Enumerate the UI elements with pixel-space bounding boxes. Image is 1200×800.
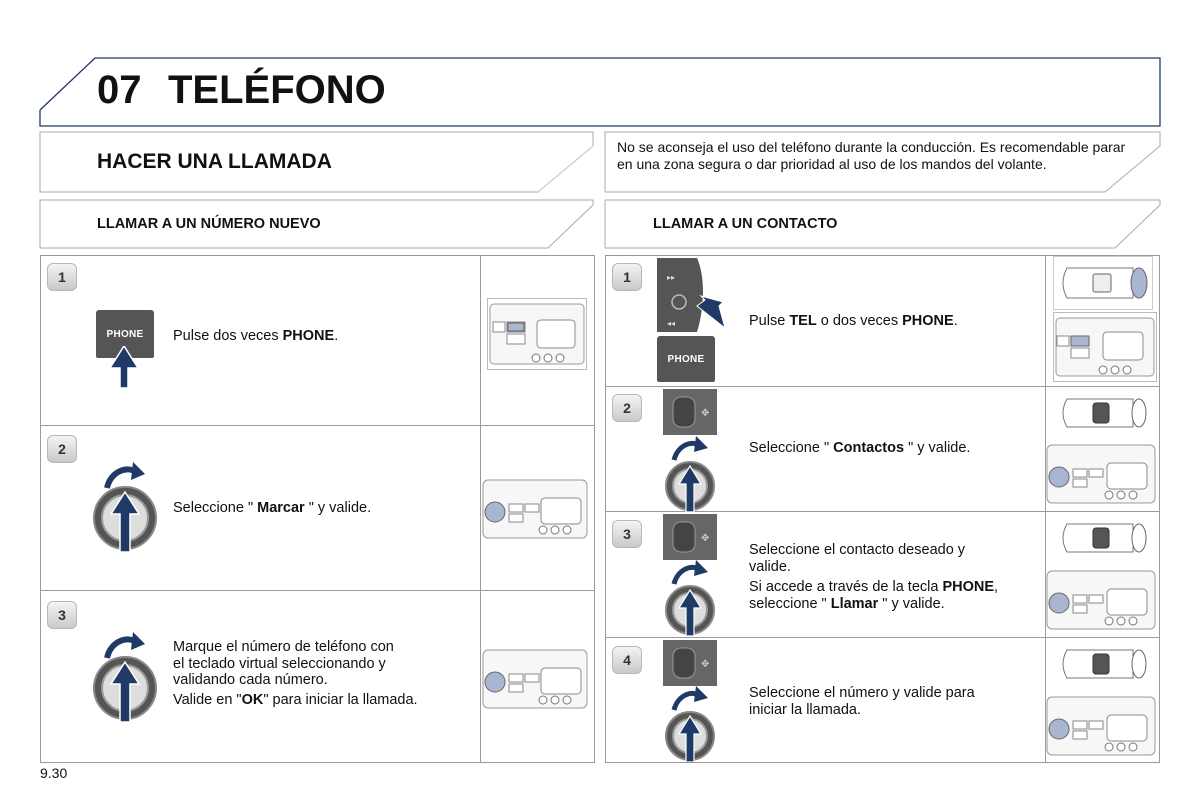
rotary-knob-icon bbox=[664, 684, 718, 762]
radio-panel-thumbnail bbox=[481, 648, 589, 712]
svg-text:✥: ✥ bbox=[701, 659, 710, 670]
step-badge: 2 bbox=[612, 394, 642, 422]
step-text: Marque el número de teléfono con el teclado virtual seleccionando y validando cada número. Valide en "OK" para iniciar la llamada. bbox=[173, 639, 418, 708]
rotary-knob-icon bbox=[93, 458, 159, 554]
phone-key-icon: PHONE bbox=[96, 310, 154, 358]
radio-panel-thumbnail bbox=[1053, 312, 1157, 382]
press-arrow-icon bbox=[110, 346, 138, 388]
svg-text:✥: ✥ bbox=[701, 408, 710, 419]
radio-panel-thumbnail bbox=[1045, 569, 1157, 633]
left-heading: LLAMAR A UN NÚMERO NUEVO bbox=[97, 216, 321, 232]
step-text: Seleccione el número y valide para iniciar la llamada. bbox=[749, 685, 975, 718]
radio-panel-thumbnail bbox=[1045, 443, 1157, 507]
step-badge: 1 bbox=[612, 263, 642, 291]
thumbwheel-icon bbox=[663, 640, 717, 686]
right-heading: LLAMAR A UN CONTACTO bbox=[653, 216, 838, 232]
svg-text:◂◂: ◂◂ bbox=[667, 319, 676, 328]
page-number: 9.30 bbox=[40, 765, 68, 781]
divider bbox=[40, 590, 595, 591]
radio-panel-thumbnail bbox=[481, 478, 589, 542]
chapter-number: 07 bbox=[97, 68, 142, 112]
step-badge: 3 bbox=[612, 520, 642, 548]
thumbwheel-icon bbox=[663, 514, 717, 560]
rotary-knob-icon bbox=[664, 558, 718, 636]
warning-text: No se aconseja el uso del teléfono durante la conducción. Es recomendable parar en una zona segura o dar prioridad al uso de los mandos del volante. bbox=[617, 139, 1126, 172]
rotary-knob-icon bbox=[93, 628, 159, 724]
steering-stalk-thumbnail bbox=[1055, 514, 1153, 562]
divider bbox=[1045, 255, 1046, 763]
divider bbox=[605, 637, 1160, 638]
steering-stalk-thumbnail bbox=[1055, 640, 1153, 688]
steering-stalk-thumbnail bbox=[1055, 389, 1153, 437]
step-badge: 2 bbox=[47, 435, 77, 463]
step-text: Seleccione " Contactos " y valide. bbox=[749, 440, 971, 456]
step-badge: 3 bbox=[47, 601, 77, 629]
divider bbox=[40, 425, 595, 426]
radio-panel-thumbnail bbox=[487, 298, 587, 370]
divider bbox=[605, 386, 1160, 387]
svg-text:✥: ✥ bbox=[701, 533, 710, 544]
phone-key-icon: PHONE bbox=[657, 336, 715, 382]
radio-panel-thumbnail bbox=[1045, 695, 1157, 759]
rotary-knob-icon bbox=[664, 434, 718, 512]
svg-text:▸▸: ▸▸ bbox=[667, 273, 676, 282]
thumbwheel-icon bbox=[663, 389, 717, 435]
step-badge: 4 bbox=[612, 646, 642, 674]
section-title: HACER UNA LLAMADA bbox=[97, 150, 332, 173]
step-text: Pulse dos veces PHONE. bbox=[173, 328, 339, 344]
step-text: Seleccione el contacto deseado y valide. Si accede a través de la tecla PHONE, seleccione " Llamar " y valide. bbox=[749, 542, 999, 612]
steering-stalk-thumbnail bbox=[1053, 256, 1153, 310]
step-text: Seleccione " Marcar " y valide. bbox=[173, 500, 372, 516]
step-text: Pulse TEL o dos veces PHONE. bbox=[749, 313, 958, 329]
step-badge: 1 bbox=[47, 263, 77, 291]
steering-control-icon bbox=[657, 256, 727, 336]
chapter-title: TELÉFONO bbox=[168, 68, 386, 112]
